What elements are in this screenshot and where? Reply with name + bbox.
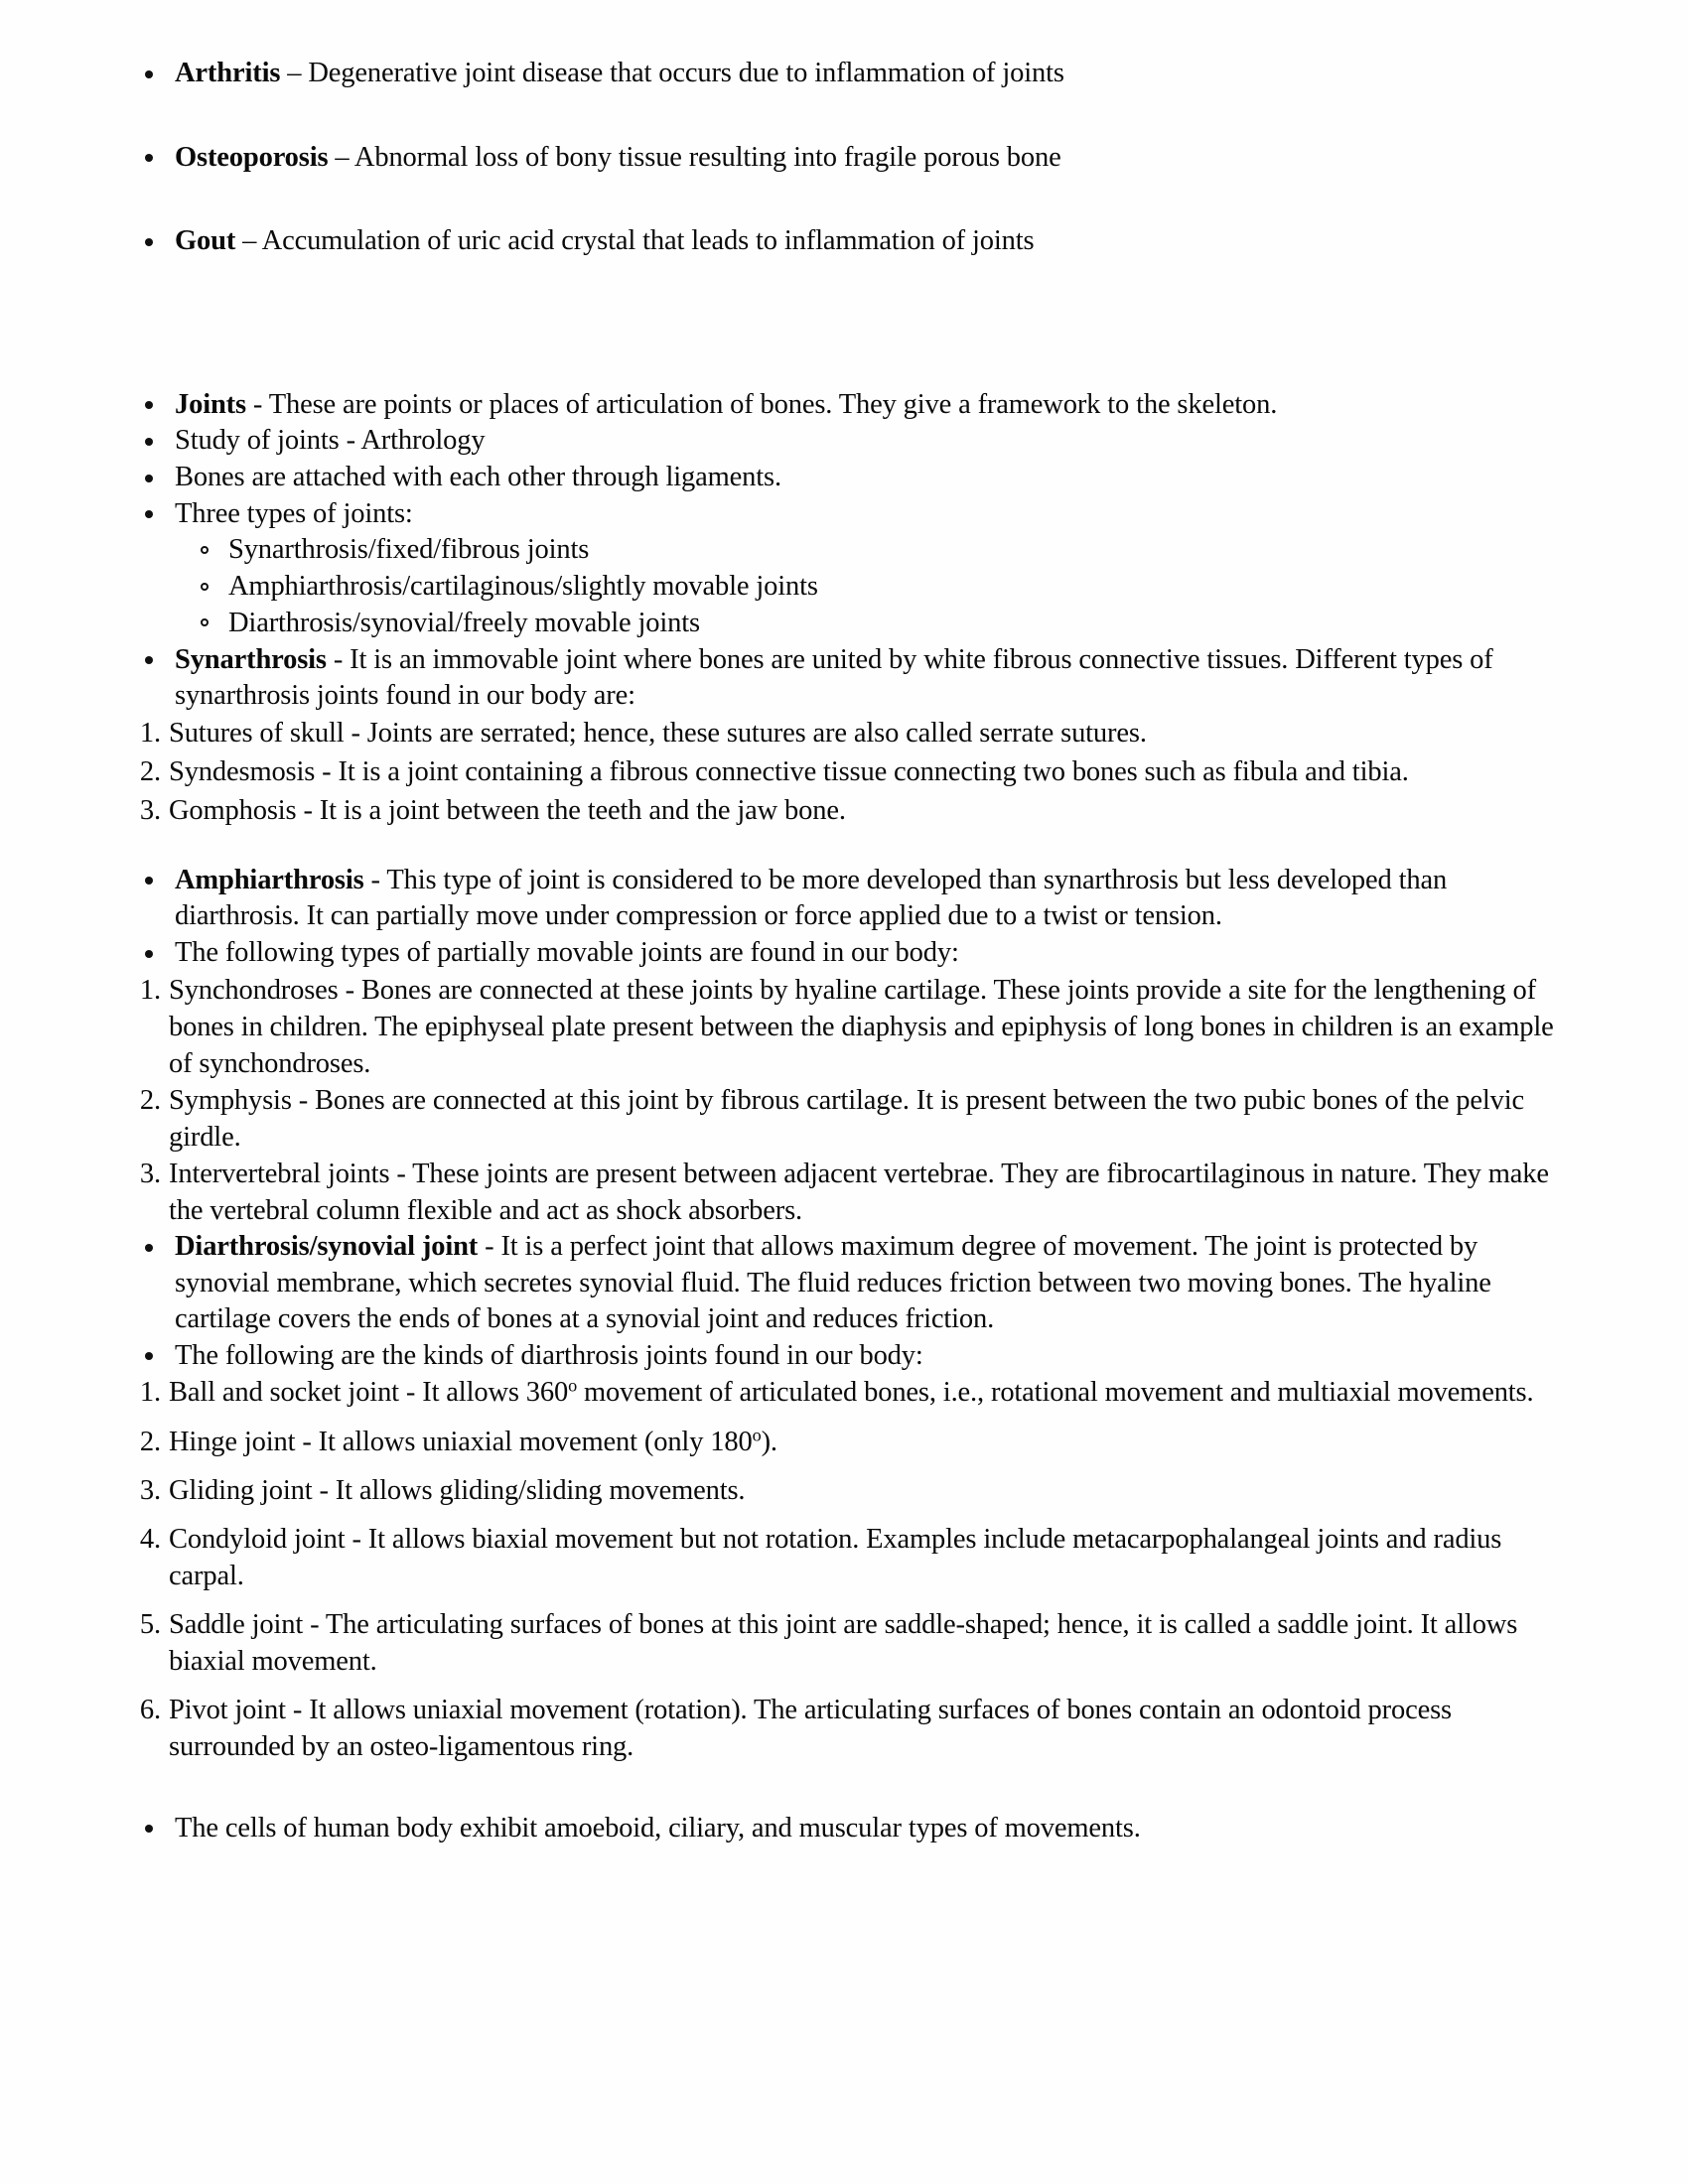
bullet-disc-icon xyxy=(145,70,153,78)
term-diarthrosis: Diarthrosis/synovial joint xyxy=(175,1231,479,1263)
definition-diarthrosis: - It is a perfect joint that allows maximum degree of movement. The joint is protected by synovial membrane, which secretes synovial fluid. The fluid reduces friction between two moving bones. The hyaline cartilage covers the ends of bones at a synovial joint and reduces friction. xyxy=(175,1231,1491,1335)
text-amphiarthrosis-type: Amphiarthrosis/cartilaginous/slightly movable joints xyxy=(228,571,818,603)
numbered-item-intervertebral xyxy=(135,1156,1563,1229)
list-item-joints xyxy=(135,387,1563,424)
numbered-item-gliding xyxy=(135,1472,1563,1509)
numbered-item-saddle xyxy=(135,1606,1563,1680)
term-joints: Joints xyxy=(175,388,246,420)
item-number: 6. xyxy=(139,1694,161,1725)
item-number: 2. xyxy=(139,1426,161,1457)
numbered-item-syndesmosis xyxy=(135,753,1563,790)
item-number: 4. xyxy=(139,1523,161,1555)
section-spacer xyxy=(135,260,1563,387)
bullet-disc-icon xyxy=(145,1244,153,1252)
definition-joints: - These are points or places of articulation of bones. They give a framework to the skeleton. xyxy=(245,388,1278,420)
closing-list xyxy=(135,1811,1563,1847)
bullet-disc-icon xyxy=(145,950,153,958)
text-ligaments: Bones are attached with each other through ligaments. xyxy=(175,462,781,493)
joints-list xyxy=(135,387,1563,532)
bullet-circle-icon xyxy=(201,618,209,626)
definition-synarthrosis: - It is an immovable joint where bones are united by white fibrous connective tissues. Different types of synarthrosis joints found in our body are: xyxy=(175,643,1493,712)
bullet-disc-icon xyxy=(145,877,153,885)
item-number: 2. xyxy=(139,755,161,787)
list-item-synarthrosis-definition xyxy=(135,642,1563,715)
text-sutures: Sutures of skull - Joints are serrated; hence, these sutures are also called serrate sutures. xyxy=(169,717,1147,749)
text-intervertebral: Intervertebral joints - These joints are present between adjacent vertebrae. They are fibrocartilaginous in nature. They make the vertebral column flexible and act as shock absorbers. xyxy=(169,1158,1549,1226)
text-gliding: Gliding joint - It allows gliding/sliding movements. xyxy=(169,1474,746,1506)
text-condyloid: Condyloid joint - It allows biaxial movement but not rotation. Examples include metacarpophalangeal joints and radius carpal. xyxy=(169,1523,1502,1591)
numbered-item-synchondroses xyxy=(135,972,1563,1082)
dash-osteoporosis: – xyxy=(328,141,354,173)
numbered-item-sutures xyxy=(135,715,1563,751)
numbered-item-symphysis xyxy=(135,1082,1563,1156)
term-arthritis: Arthritis xyxy=(175,58,281,88)
definition-gout: Accumulation of uric acid crystal that leads to inflammation of joints xyxy=(261,225,1035,257)
text-closing: The cells of human body exhibit amoeboid, ciliary, and muscular types of movements. xyxy=(175,1812,1141,1843)
item-number: 3. xyxy=(139,794,161,826)
text-ball-socket-pre: Ball and socket joint - It allows 360 xyxy=(169,1377,569,1409)
item-number: 1. xyxy=(139,1377,161,1409)
degree-symbol-icon: o xyxy=(568,1375,578,1396)
text-arthrology: Study of joints - Arthrology xyxy=(175,425,486,457)
dash-gout: – xyxy=(235,225,262,257)
numbered-item-hinge xyxy=(135,1424,1563,1460)
term-synarthrosis: Synarthrosis xyxy=(175,643,327,675)
list-item-closing xyxy=(135,1811,1563,1847)
section-spacer xyxy=(135,829,1563,863)
list-item-gout xyxy=(135,223,1563,260)
list-item-partially-movable-intro xyxy=(135,935,1563,972)
list-item-arthritis xyxy=(135,56,1563,92)
numbered-item-condyloid xyxy=(135,1521,1563,1594)
page-content xyxy=(46,44,1642,2154)
text-ball-socket-post: movement of articulated bones, i.e., rotational movement and multiaxial movements. xyxy=(577,1377,1534,1409)
amphiarthrosis-list xyxy=(135,863,1563,972)
list-item-arthrology xyxy=(135,423,1563,460)
list-item-diarthrosis-definition xyxy=(135,1229,1563,1338)
sublist-item-diarthrosis xyxy=(193,606,1563,642)
text-hinge-pre: Hinge joint - It allows uniaxial movement (only 180 xyxy=(169,1426,753,1457)
bullet-disc-icon xyxy=(145,238,153,246)
numbered-item-gomphosis xyxy=(135,792,1563,829)
item-number: 1. xyxy=(139,974,161,1006)
text-diarthrosis-intro: The following are the kinds of diarthrosis joints found in our body: xyxy=(175,1339,923,1371)
item-number: 3. xyxy=(139,1158,161,1189)
section-spacer xyxy=(135,1777,1563,1811)
bullet-disc-icon xyxy=(145,1825,153,1833)
text-gomphosis: Gomphosis - It is a joint between the teeth and the jaw bone. xyxy=(169,794,846,826)
dash-arthritis: – xyxy=(280,58,309,88)
term-gout: Gout xyxy=(175,225,236,257)
item-number: 3. xyxy=(139,1474,161,1506)
definition-arthritis: Degenerative joint disease that occurs due to inflammation of joints xyxy=(308,58,1064,88)
text-synarthrosis-type: Synarthrosis/fixed/fibrous joints xyxy=(228,534,590,566)
bullet-circle-icon xyxy=(201,546,209,554)
text-symphysis: Symphysis - Bones are connected at this joint by fibrous cartilage. It is present between the two pubic bones of the pelvic girdle. xyxy=(169,1084,1525,1153)
disease-list xyxy=(135,56,1563,260)
joint-types-sublist xyxy=(135,532,1563,641)
numbered-item-ball-socket xyxy=(135,1374,1563,1411)
sublist-item-amphiarthrosis xyxy=(193,569,1563,606)
item-number: 5. xyxy=(139,1608,161,1640)
bullet-disc-icon xyxy=(145,510,153,518)
bullet-circle-icon xyxy=(201,583,209,591)
bullet-disc-icon xyxy=(145,475,153,482)
synarthrosis-types-list xyxy=(135,715,1563,829)
bullet-disc-icon xyxy=(145,154,153,162)
text-partially-movable-intro: The following types of partially movable joints are found in our body: xyxy=(175,937,959,969)
text-syndesmosis: Syndesmosis - It is a joint containing a fibrous connective tissue connecting two bones such as fibula and tibia. xyxy=(169,755,1409,787)
bullet-disc-icon xyxy=(145,656,153,664)
degree-symbol-icon: o xyxy=(752,1425,762,1445)
definition-amphiarthrosis: - This type of joint is considered to be more developed than synarthrosis but less developed than diarthrosis. It can partially move under compression or force applied due to a twist or tension. xyxy=(175,864,1448,932)
list-item-amphiarthrosis-definition xyxy=(135,863,1563,935)
list-item-diarthrosis-intro xyxy=(135,1338,1563,1375)
item-number: 2. xyxy=(139,1084,161,1116)
bullet-disc-icon xyxy=(145,1352,153,1360)
text-hinge-post: ). xyxy=(761,1426,777,1457)
text-saddle: Saddle joint - The articulating surfaces of bones at this joint are saddle-shaped; hence, it is called a saddle joint. It allows biaxial movement. xyxy=(169,1608,1518,1677)
term-osteoporosis: Osteoporosis xyxy=(175,141,329,173)
text-diarthrosis-type: Diarthrosis/synovial/freely movable joints xyxy=(228,607,700,638)
definition-osteoporosis: Abnormal loss of bony tissue resulting into fragile porous bone xyxy=(353,141,1061,173)
item-number: 1. xyxy=(139,717,161,749)
bullet-disc-icon xyxy=(145,401,153,409)
text-pivot: Pivot joint - It allows uniaxial movement (rotation). The articulating surfaces of bones contain an odontoid process surrounded by an osteo-ligamentous ring. xyxy=(169,1694,1452,1762)
text-synchondroses: Synchondroses - Bones are connected at these joints by hyaline cartilage. These joints provide a site for the lengthening of bones in children. The epiphyseal plate present between the diaphysis and epiphysis of long bones in children is an example of synchondroses. xyxy=(169,974,1554,1079)
sublist-item-synarthrosis xyxy=(193,532,1563,569)
amphiarthrosis-types-list xyxy=(135,972,1563,1229)
term-amphiarthrosis: Amphiarthrosis xyxy=(175,864,364,895)
diarthrosis-list xyxy=(135,1229,1563,1374)
numbered-item-pivot xyxy=(135,1692,1563,1765)
diarthrosis-types-list xyxy=(135,1374,1563,1764)
list-item-ligaments xyxy=(135,460,1563,496)
list-item-three-types xyxy=(135,496,1563,533)
text-three-types: Three types of joints: xyxy=(175,497,413,529)
bullet-disc-icon xyxy=(145,438,153,446)
synarthrosis-definition-list xyxy=(135,642,1563,715)
list-item-osteoporosis xyxy=(135,140,1563,177)
